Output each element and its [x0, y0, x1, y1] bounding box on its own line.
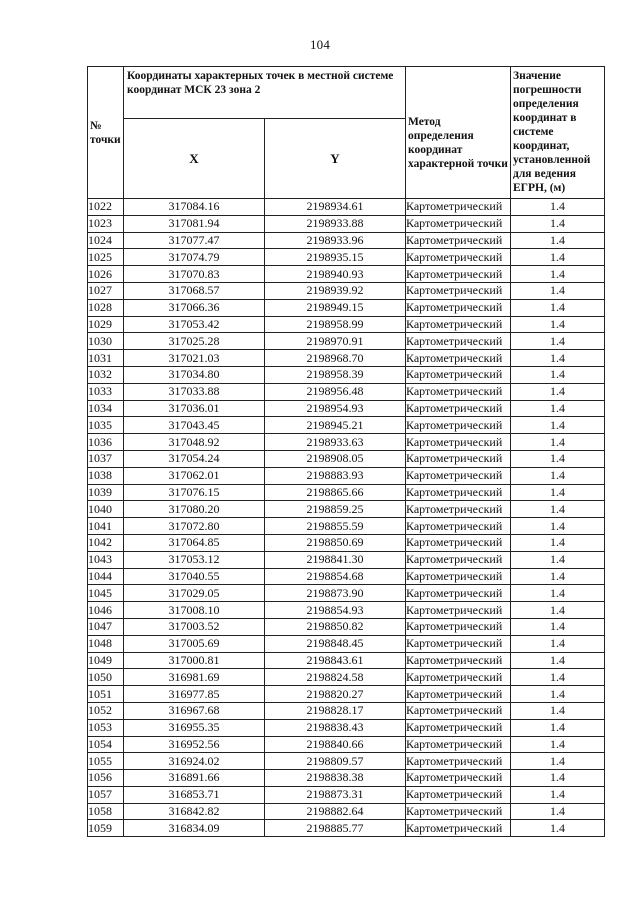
table-row — [88, 434, 605, 451]
x-coordinate-cell: 317068.57 — [124, 282, 265, 299]
error-value-cell: 1.4 — [511, 669, 605, 686]
error-value-cell: 1.4 — [511, 383, 605, 400]
y-coordinate-cell: 2198824.58 — [265, 669, 406, 686]
x-coordinate-cell: 317064.85 — [124, 534, 265, 551]
point-number-cell: 1054 — [88, 736, 124, 753]
method-cell: Картометрический — [406, 585, 511, 602]
x-coordinate-cell: 316955.35 — [124, 719, 265, 736]
table-row — [88, 316, 605, 333]
point-number-cell: 1038 — [88, 467, 124, 484]
table-row — [88, 551, 605, 568]
x-coordinate-cell: 316842.82 — [124, 803, 265, 820]
y-coordinate-cell: 2198933.96 — [265, 232, 406, 249]
y-coordinate-cell: 2198820.27 — [265, 686, 406, 703]
error-value-cell: 1.4 — [511, 702, 605, 719]
x-coordinate-cell: 317062.01 — [124, 467, 265, 484]
coordinates-table — [87, 66, 605, 837]
y-coordinate-cell: 2198850.82 — [265, 618, 406, 635]
point-number-cell: 1045 — [88, 585, 124, 602]
point-number-cell: 1030 — [88, 333, 124, 350]
point-number-cell: 1032 — [88, 366, 124, 383]
method-cell: Картометрический — [406, 753, 511, 770]
method-cell: Картометрический — [406, 602, 511, 619]
method-cell: Картометрический — [406, 568, 511, 585]
x-coordinate-cell: 317054.24 — [124, 450, 265, 467]
table-row — [88, 753, 605, 770]
y-coordinate-cell: 2198956.48 — [265, 383, 406, 400]
method-cell: Картометрический — [406, 786, 511, 803]
y-coordinate-cell: 2198883.93 — [265, 467, 406, 484]
y-coordinate-cell: 2198939.92 — [265, 282, 406, 299]
error-value-cell: 1.4 — [511, 602, 605, 619]
point-number-cell: 1042 — [88, 534, 124, 551]
y-coordinate-cell: 2198934.61 — [265, 199, 406, 216]
method-cell: Картометрический — [406, 736, 511, 753]
header-error: Значение погрешности определения координат в системе координат, установленной для ведения ЕГРН, (м) — [511, 67, 605, 199]
table-row — [88, 199, 605, 216]
x-coordinate-cell: 317034.80 — [124, 366, 265, 383]
y-coordinate-cell: 2198908.05 — [265, 450, 406, 467]
table-row — [88, 736, 605, 753]
point-number-cell: 1040 — [88, 501, 124, 518]
table-header — [88, 67, 605, 199]
y-coordinate-cell: 2198854.68 — [265, 568, 406, 585]
table-row — [88, 568, 605, 585]
y-coordinate-cell: 2198970.91 — [265, 333, 406, 350]
point-number-cell: 1028 — [88, 299, 124, 316]
x-coordinate-cell: 317066.36 — [124, 299, 265, 316]
table-row — [88, 266, 605, 283]
method-cell: Картометрический — [406, 232, 511, 249]
y-coordinate-cell: 2198940.93 — [265, 266, 406, 283]
point-number-cell: 1058 — [88, 803, 124, 820]
table-row — [88, 686, 605, 703]
y-coordinate-cell: 2198850.69 — [265, 534, 406, 551]
error-value-cell: 1.4 — [511, 786, 605, 803]
point-number-cell: 1037 — [88, 450, 124, 467]
method-cell: Картометрический — [406, 770, 511, 787]
method-cell: Картометрический — [406, 635, 511, 652]
y-coordinate-cell: 2198933.88 — [265, 215, 406, 232]
x-coordinate-cell: 317036.01 — [124, 400, 265, 417]
point-number-cell: 1055 — [88, 753, 124, 770]
point-number-cell: 1052 — [88, 702, 124, 719]
table-row — [88, 770, 605, 787]
table-row — [88, 669, 605, 686]
table-row — [88, 215, 605, 232]
y-coordinate-cell: 2198958.99 — [265, 316, 406, 333]
point-number-cell: 1051 — [88, 686, 124, 703]
x-coordinate-cell: 317029.05 — [124, 585, 265, 602]
y-coordinate-cell: 2198885.77 — [265, 820, 406, 837]
table-row — [88, 333, 605, 350]
y-coordinate-cell: 2198809.57 — [265, 753, 406, 770]
error-value-cell: 1.4 — [511, 232, 605, 249]
point-number-cell: 1027 — [88, 282, 124, 299]
point-number-cell: 1046 — [88, 602, 124, 619]
method-cell: Картометрический — [406, 652, 511, 669]
error-value-cell: 1.4 — [511, 518, 605, 535]
y-coordinate-cell: 2198828.17 — [265, 702, 406, 719]
point-number-cell: 1056 — [88, 770, 124, 787]
table-row — [88, 299, 605, 316]
table-row — [88, 450, 605, 467]
error-value-cell: 1.4 — [511, 753, 605, 770]
table-row — [88, 518, 605, 535]
point-number-cell: 1041 — [88, 518, 124, 535]
table-row — [88, 803, 605, 820]
error-value-cell: 1.4 — [511, 467, 605, 484]
table-row — [88, 702, 605, 719]
y-coordinate-cell: 2198865.66 — [265, 484, 406, 501]
error-value-cell: 1.4 — [511, 434, 605, 451]
x-coordinate-cell: 317040.55 — [124, 568, 265, 585]
error-value-cell: 1.4 — [511, 686, 605, 703]
x-coordinate-cell: 316981.69 — [124, 669, 265, 686]
error-value-cell: 1.4 — [511, 534, 605, 551]
table-row — [88, 383, 605, 400]
method-cell: Картометрический — [406, 669, 511, 686]
error-value-cell: 1.4 — [511, 736, 605, 753]
method-cell: Картометрический — [406, 266, 511, 283]
y-coordinate-cell: 2198873.90 — [265, 585, 406, 602]
point-number-cell: 1053 — [88, 719, 124, 736]
error-value-cell: 1.4 — [511, 484, 605, 501]
y-coordinate-cell: 2198859.25 — [265, 501, 406, 518]
x-coordinate-cell: 317053.12 — [124, 551, 265, 568]
table-row — [88, 232, 605, 249]
table-row — [88, 618, 605, 635]
error-value-cell: 1.4 — [511, 350, 605, 367]
x-coordinate-cell: 317021.03 — [124, 350, 265, 367]
error-value-cell: 1.4 — [511, 249, 605, 266]
y-coordinate-cell: 2198854.93 — [265, 602, 406, 619]
header-x: X — [124, 119, 265, 199]
error-value-cell: 1.4 — [511, 820, 605, 837]
method-cell: Картометрический — [406, 366, 511, 383]
point-number-cell: 1043 — [88, 551, 124, 568]
error-value-cell: 1.4 — [511, 417, 605, 434]
x-coordinate-cell: 317053.42 — [124, 316, 265, 333]
error-value-cell: 1.4 — [511, 501, 605, 518]
table-row — [88, 719, 605, 736]
error-value-cell: 1.4 — [511, 770, 605, 787]
table-row — [88, 350, 605, 367]
error-value-cell: 1.4 — [511, 551, 605, 568]
x-coordinate-cell: 316853.71 — [124, 786, 265, 803]
y-coordinate-cell: 2198855.59 — [265, 518, 406, 535]
x-coordinate-cell: 317005.69 — [124, 635, 265, 652]
method-cell: Картометрический — [406, 350, 511, 367]
error-value-cell: 1.4 — [511, 199, 605, 216]
point-number-cell: 1044 — [88, 568, 124, 585]
error-value-cell: 1.4 — [511, 585, 605, 602]
table-row — [88, 467, 605, 484]
method-cell: Картометрический — [406, 383, 511, 400]
method-cell: Картометрический — [406, 618, 511, 635]
method-cell: Картометрический — [406, 299, 511, 316]
x-coordinate-cell: 317072.80 — [124, 518, 265, 535]
y-coordinate-cell: 2198838.38 — [265, 770, 406, 787]
point-number-cell: 1025 — [88, 249, 124, 266]
point-number-cell: 1029 — [88, 316, 124, 333]
method-cell: Картометрический — [406, 282, 511, 299]
point-number-cell: 1050 — [88, 669, 124, 686]
x-coordinate-cell: 317003.52 — [124, 618, 265, 635]
method-cell: Картометрический — [406, 803, 511, 820]
point-number-cell: 1033 — [88, 383, 124, 400]
method-cell: Картометрический — [406, 686, 511, 703]
table-row — [88, 501, 605, 518]
header-y: Y — [265, 119, 406, 199]
error-value-cell: 1.4 — [511, 618, 605, 635]
y-coordinate-cell: 2198954.93 — [265, 400, 406, 417]
point-number-cell: 1039 — [88, 484, 124, 501]
method-cell: Картометрический — [406, 450, 511, 467]
error-value-cell: 1.4 — [511, 635, 605, 652]
table-row — [88, 282, 605, 299]
error-value-cell: 1.4 — [511, 450, 605, 467]
error-value-cell: 1.4 — [511, 266, 605, 283]
point-number-cell: 1057 — [88, 786, 124, 803]
table-row — [88, 417, 605, 434]
table-row — [88, 820, 605, 837]
x-coordinate-cell: 317074.79 — [124, 249, 265, 266]
point-number-cell: 1031 — [88, 350, 124, 367]
method-cell: Картометрический — [406, 434, 511, 451]
error-value-cell: 1.4 — [511, 282, 605, 299]
y-coordinate-cell: 2198882.64 — [265, 803, 406, 820]
header-coordinates: Координаты характерных точек в местной системе координат МСК 23 зона 2 — [124, 67, 406, 119]
x-coordinate-cell: 317043.45 — [124, 417, 265, 434]
x-coordinate-cell: 317077.47 — [124, 232, 265, 249]
method-cell: Картометрический — [406, 215, 511, 232]
y-coordinate-cell: 2198958.39 — [265, 366, 406, 383]
y-coordinate-cell: 2198873.31 — [265, 786, 406, 803]
table-row — [88, 366, 605, 383]
x-coordinate-cell: 317000.81 — [124, 652, 265, 669]
y-coordinate-cell: 2198949.15 — [265, 299, 406, 316]
error-value-cell: 1.4 — [511, 316, 605, 333]
y-coordinate-cell: 2198968.70 — [265, 350, 406, 367]
y-coordinate-cell: 2198935.15 — [265, 249, 406, 266]
method-cell: Картометрический — [406, 467, 511, 484]
page-number: 104 — [309, 37, 331, 52]
x-coordinate-cell: 317084.16 — [124, 199, 265, 216]
point-number-cell: 1048 — [88, 635, 124, 652]
error-value-cell: 1.4 — [511, 400, 605, 417]
header-method: Метод определения координат характерной точки — [406, 67, 511, 199]
error-value-cell: 1.4 — [511, 568, 605, 585]
table-body — [88, 199, 605, 837]
error-value-cell: 1.4 — [511, 366, 605, 383]
header-point-number: № точки — [88, 67, 124, 199]
error-value-cell: 1.4 — [511, 299, 605, 316]
point-number-cell: 1026 — [88, 266, 124, 283]
table-row — [88, 400, 605, 417]
point-number-cell: 1059 — [88, 820, 124, 837]
point-number-cell: 1024 — [88, 232, 124, 249]
point-number-cell: 1034 — [88, 400, 124, 417]
method-cell: Картометрический — [406, 333, 511, 350]
x-coordinate-cell: 316977.85 — [124, 686, 265, 703]
x-coordinate-cell: 317076.15 — [124, 484, 265, 501]
method-cell: Картометрический — [406, 400, 511, 417]
table-row — [88, 585, 605, 602]
method-cell: Картометрический — [406, 199, 511, 216]
x-coordinate-cell: 317070.83 — [124, 266, 265, 283]
method-cell: Картометрический — [406, 316, 511, 333]
x-coordinate-cell: 317025.28 — [124, 333, 265, 350]
table-row — [88, 484, 605, 501]
error-value-cell: 1.4 — [511, 652, 605, 669]
error-value-cell: 1.4 — [511, 719, 605, 736]
y-coordinate-cell: 2198945.21 — [265, 417, 406, 434]
y-coordinate-cell: 2198848.45 — [265, 635, 406, 652]
table-row — [88, 652, 605, 669]
table-row — [88, 635, 605, 652]
table-row — [88, 249, 605, 266]
header-row-top — [88, 67, 605, 119]
point-number-cell: 1023 — [88, 215, 124, 232]
x-coordinate-cell: 317081.94 — [124, 215, 265, 232]
x-coordinate-cell: 317080.20 — [124, 501, 265, 518]
method-cell: Картометрический — [406, 518, 511, 535]
method-cell: Картометрический — [406, 820, 511, 837]
method-cell: Картометрический — [406, 417, 511, 434]
x-coordinate-cell: 316834.09 — [124, 820, 265, 837]
y-coordinate-cell: 2198843.61 — [265, 652, 406, 669]
y-coordinate-cell: 2198933.63 — [265, 434, 406, 451]
error-value-cell: 1.4 — [511, 803, 605, 820]
point-number-cell: 1049 — [88, 652, 124, 669]
x-coordinate-cell: 316967.68 — [124, 702, 265, 719]
method-cell: Картометрический — [406, 249, 511, 266]
point-number-cell: 1036 — [88, 434, 124, 451]
method-cell: Картометрический — [406, 534, 511, 551]
point-number-cell: 1035 — [88, 417, 124, 434]
error-value-cell: 1.4 — [511, 333, 605, 350]
x-coordinate-cell: 316924.02 — [124, 753, 265, 770]
error-value-cell: 1.4 — [511, 215, 605, 232]
table-row — [88, 786, 605, 803]
x-coordinate-cell: 316952.56 — [124, 736, 265, 753]
method-cell: Картометрический — [406, 702, 511, 719]
table-row — [88, 534, 605, 551]
y-coordinate-cell: 2198841.30 — [265, 551, 406, 568]
point-number-cell: 1047 — [88, 618, 124, 635]
point-number-cell: 1022 — [88, 199, 124, 216]
method-cell: Картометрический — [406, 484, 511, 501]
x-coordinate-cell: 317048.92 — [124, 434, 265, 451]
method-cell: Картометрический — [406, 551, 511, 568]
method-cell: Картометрический — [406, 719, 511, 736]
x-coordinate-cell: 317033.88 — [124, 383, 265, 400]
x-coordinate-cell: 317008.10 — [124, 602, 265, 619]
y-coordinate-cell: 2198840.66 — [265, 736, 406, 753]
table-row — [88, 602, 605, 619]
method-cell: Картометрический — [406, 501, 511, 518]
x-coordinate-cell: 316891.66 — [124, 770, 265, 787]
y-coordinate-cell: 2198838.43 — [265, 719, 406, 736]
